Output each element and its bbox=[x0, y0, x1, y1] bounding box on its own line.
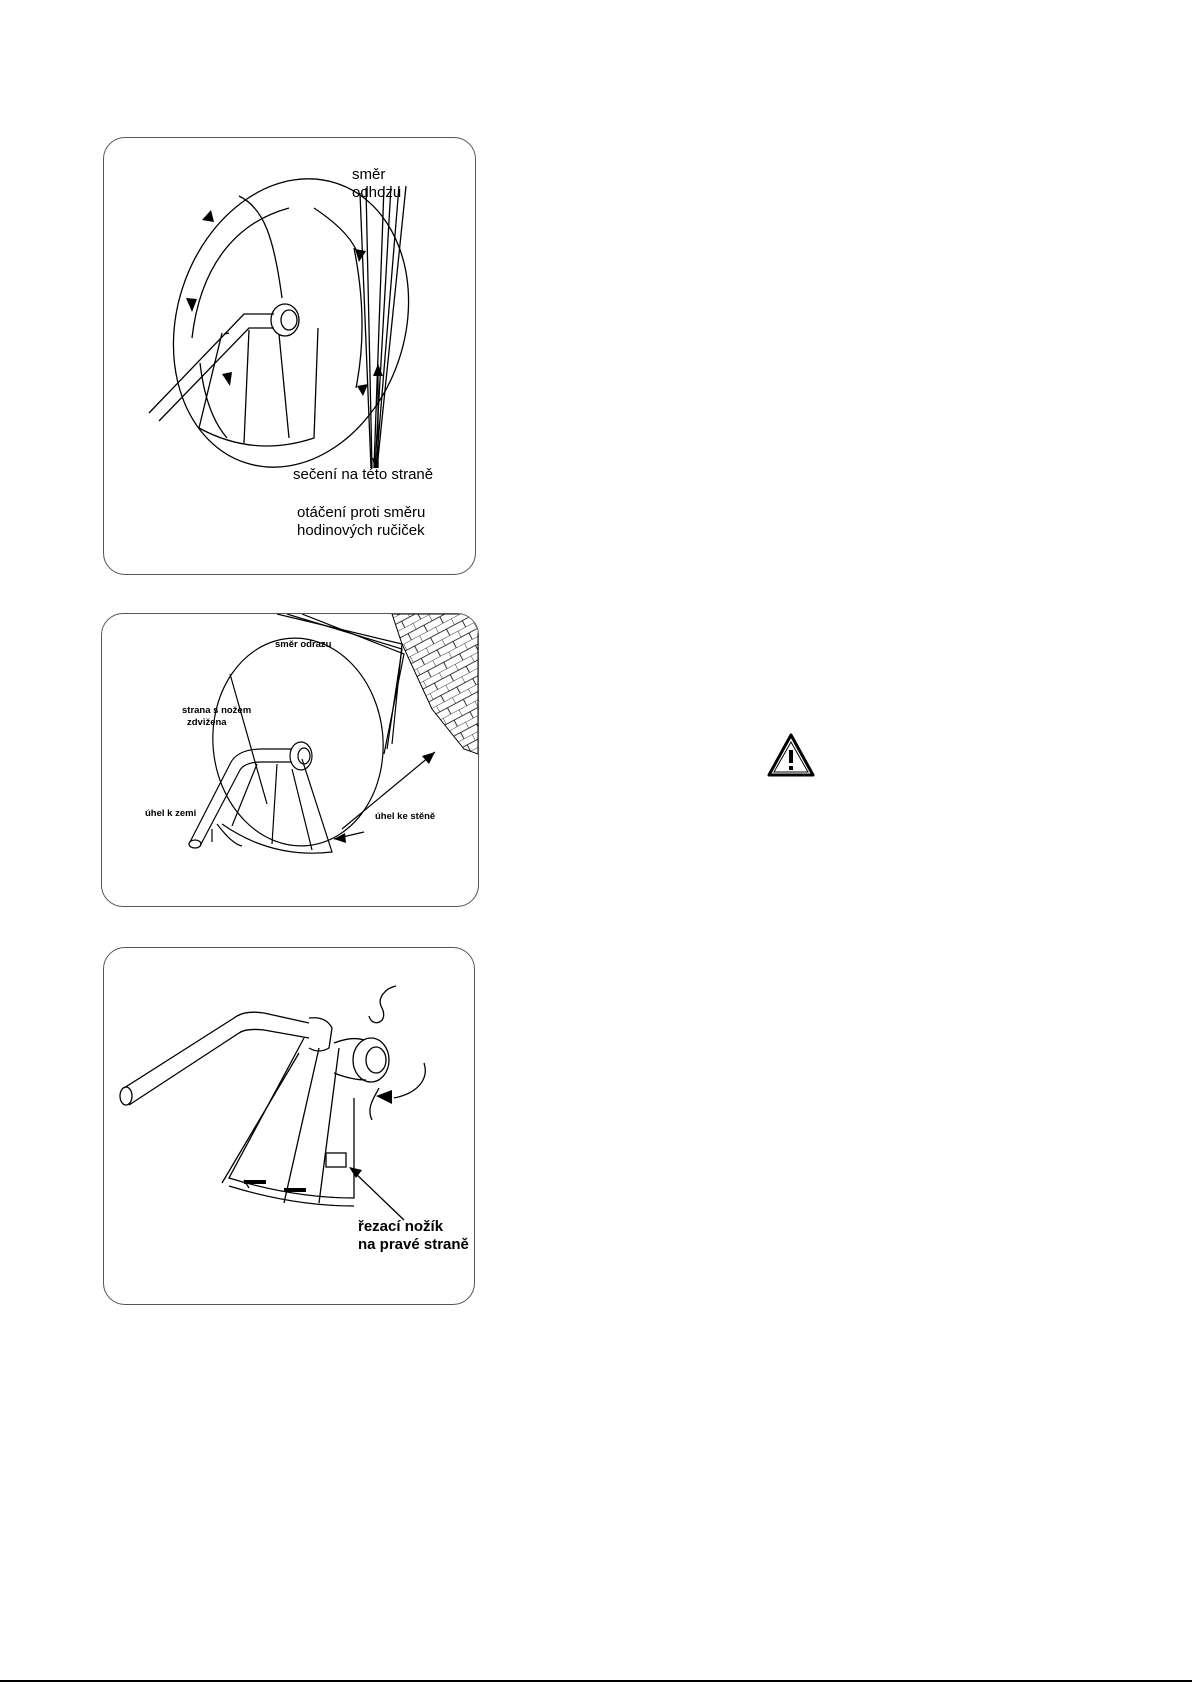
reflection-direction-label: směr odrazu bbox=[275, 639, 332, 650]
knife-label: řezací nožík bbox=[358, 1218, 444, 1235]
figure-cutting-knife bbox=[103, 947, 475, 1305]
blade-side-label: strana s nožem bbox=[182, 705, 252, 716]
wall-angle-label: úhel ke stěně bbox=[375, 811, 436, 822]
figure-wall-angle bbox=[101, 613, 479, 907]
warning-triangle-icon bbox=[766, 732, 816, 778]
blade-side-label-2: zdvižena bbox=[187, 717, 227, 728]
rotation-label-2: hodinových ručiček bbox=[297, 522, 425, 539]
bottom-rule bbox=[0, 1680, 1192, 1682]
throw-direction-label-2: odhozu bbox=[352, 184, 402, 201]
knife-label-2: na pravé straně bbox=[358, 1236, 469, 1253]
throw-direction-label: směr bbox=[352, 166, 386, 183]
ground-angle-label: úhel k zemi bbox=[145, 808, 197, 819]
cutting-side-label: sečení na této straně bbox=[293, 466, 434, 483]
rotation-label: otáčení proti směru bbox=[297, 504, 426, 521]
figure-rotation-direction bbox=[103, 137, 476, 575]
trimmer-head-drawing-2 bbox=[102, 614, 478, 906]
